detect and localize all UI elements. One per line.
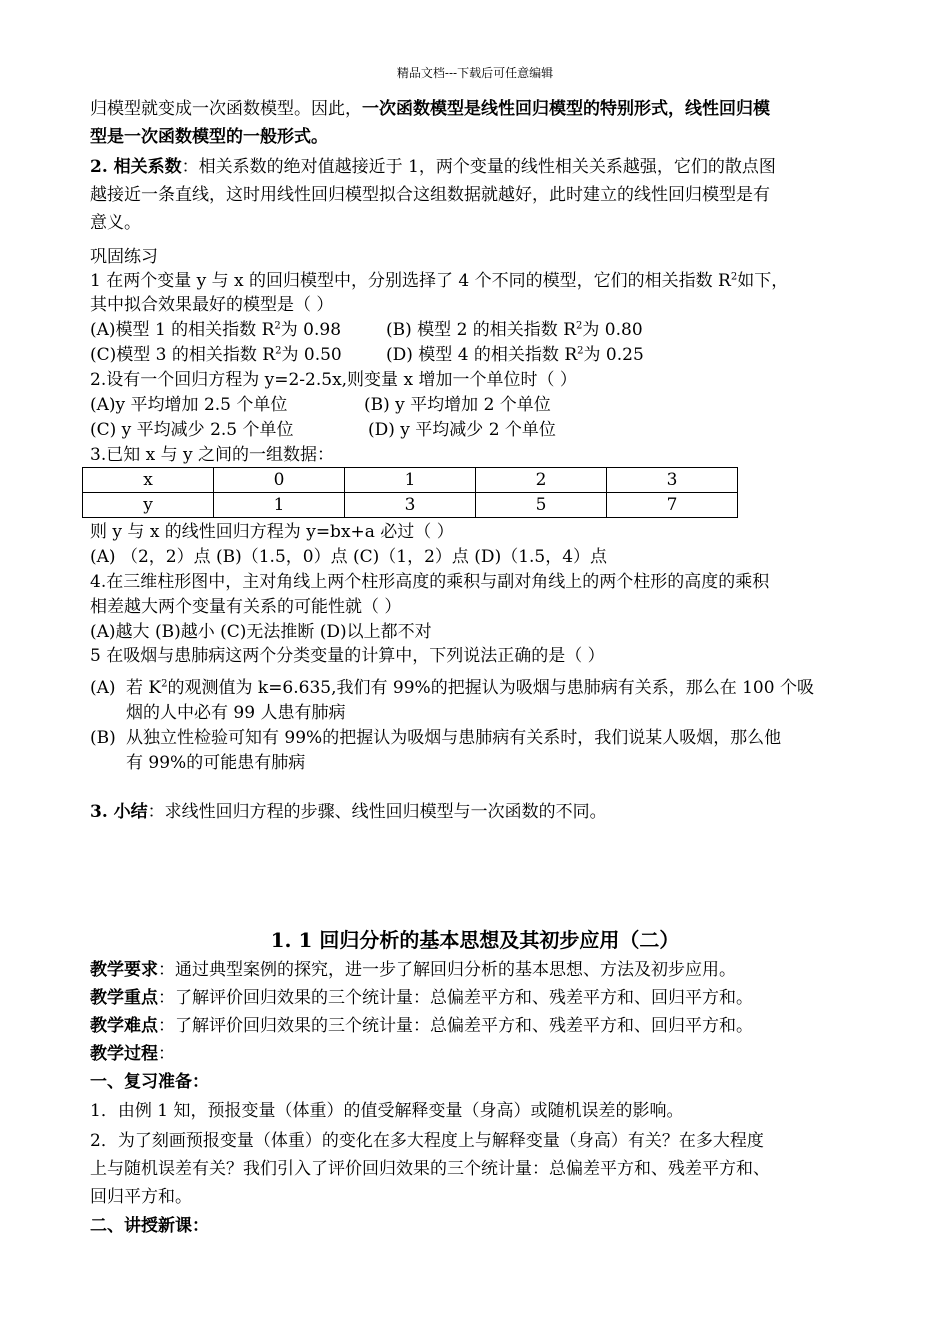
requirements-label: 教学要求 [90,960,158,980]
q2-option-b: (B) y 平均增加 2 个单位 [364,395,551,415]
q1-text: 1 在两个变量 y 与 x 的回归模型中，分别选择了 4 个不同的模型，它们的相关指数 R [90,271,731,291]
q5-option-a-label: (A) [90,678,116,698]
q2-options-ab [90,393,551,417]
table-cell: x [83,468,214,493]
q1-options-ab [90,318,643,342]
table-cell: y [83,493,214,518]
q1-option-a-text: (A)模型 1 的相关指数 R [90,320,275,340]
practice-title: 巩固练习 [90,247,158,267]
q4-line-2: 相差越大两个变量有关系的可能性就（ ） [90,597,402,617]
summary-text: ：求线性回归方程的步骤、线性回归模型与一次函数的不同。 [147,802,607,822]
superscript: 2 [274,320,281,332]
q5-option-b-label: (B) [90,728,116,748]
teaching-difficulties [90,1014,753,1038]
table-cell: 5 [475,493,606,518]
q1-options-cd [90,343,644,367]
summary-label: 3. 小结 [90,802,148,822]
section-2-line-2: 越接近一条直线，这时用线性回归模型拟合这组数据就越好，此时建立的线性回归模型是有 [90,185,770,205]
table-cell: 7 [606,493,737,518]
q3-line: 3.已知 x 与 y 之间的一组数据： [90,445,335,465]
teaching-process [90,1042,175,1066]
q1-option-d-value: 为 0.25 [583,345,644,365]
process-colon: ： [158,1044,175,1064]
table-cell: 3 [344,493,475,518]
q5-line: 5 在吸烟与患肺病这两个分类变量的计算中，下列说法正确的是（ ） [90,646,605,666]
table-row-y [83,493,738,518]
superscript: 2 [275,345,282,357]
review-item-2-line-3: 回归平方和。 [90,1187,192,1207]
q5-option-a-text: 若 K [126,678,162,698]
q5-option-b-line-2: 有 99%的可能患有肺病 [126,753,306,773]
intro-line-2: 型是一次函数模型的一般形式。 [90,127,328,147]
teaching-key-points [90,986,753,1010]
q1-option-d [386,345,644,365]
q2-option-c: (C) y 平均减少 2.5 个单位 [90,420,294,440]
q4-line-1: 4.在三维柱形图中，主对角线上两个柱形高度的乘积与副对角线上的两个柱形的高度的乘积 [90,572,770,592]
q1-text-end: 如下， [737,271,789,291]
section-2-label: 2. 相关系数 [90,157,182,177]
review-item-2-line-1: 2．为了刻画预报变量（体重）的变化在多大程度上与解释变量（身高）有关？在多大程度 [90,1131,764,1151]
q1-option-c-value: 为 0.50 [281,345,342,365]
q4-options: (A)越大 (B)越小 (C)无法推断 (D)以上都不对 [90,622,432,642]
lesson-2-title: 1. 1 回归分析的基本思想及其初步应用（二） [270,928,680,952]
q1-line-1 [90,269,788,293]
q2-option-a: (A)y 平均增加 2.5 个单位 [90,395,288,415]
q1-option-d-text: (D) 模型 4 的相关指数 R [386,345,578,365]
process-label: 教学过程 [90,1044,158,1064]
table-cell: 2 [475,468,606,493]
key-points-text: ：了解评价回归效果的三个统计量：总偏差平方和、残差平方和、回归平方和。 [158,988,753,1008]
key-points-label: 教学重点 [90,988,158,1008]
q1-option-b-value: 为 0.80 [582,320,643,340]
q2-option-d: (D) y 平均减少 2 个单位 [368,420,556,440]
intro-text: 归模型就变成一次函数模型。因此， [90,99,362,119]
q5-option-a-text-cont: 的观测值为 k=6.635,我们有 99%的把握认为吸烟与患肺病有关系，那么在 100 个吸 [167,678,814,698]
table-cell: 1 [344,468,475,493]
table-row-x [83,468,738,493]
section-2-line-1 [90,155,776,179]
summary-line [90,800,607,824]
q5-option-b-line-1: 从独立性检验可知有 99%的把握认为吸烟与患肺病有关系时，我们说某人吸烟，那么他 [126,728,782,748]
q3-options: (A) （2，2）点 (B)（1.5，0）点 (C)（1，2）点 (D)（1.5，4）点 [90,547,608,567]
teaching-requirements [90,958,736,982]
superscript: 2 [577,345,584,357]
q1-line-2: 其中拟合效果最好的模型是（ ） [90,295,334,315]
table-cell: 1 [213,493,344,518]
new-lesson-heading: 二、讲授新课： [90,1216,209,1236]
q1-option-c [90,343,386,367]
q1-option-a [90,318,386,342]
difficulties-label: 教学难点 [90,1016,158,1036]
q2-options-cd [90,418,556,442]
q1-option-c-text: (C)模型 3 的相关指数 R [90,345,276,365]
requirements-text: ：通过典型案例的探究，进一步了解回归分析的基本思想、方法及初步应用。 [158,960,736,980]
q1-option-b-text: (B) 模型 2 的相关指数 R [386,320,576,340]
review-item-1: 1．由例 1 知，预报变量（体重）的值受解释变量（身高）或随机误差的影响。 [90,1101,684,1121]
intro-line-1 [90,97,770,121]
superscript: 2 [161,678,168,690]
q1-option-b [386,320,643,340]
difficulties-text: ：了解评价回归效果的三个统计量：总偏差平方和、残差平方和、回归平方和。 [158,1016,753,1036]
review-item-2-line-2: 上与随机误差有关？我们引入了评价回归效果的三个统计量：总偏差平方和、残差平方和、 [90,1159,770,1179]
superscript: 2 [730,271,738,283]
q5-option-a-line-2: 烟的人中必有 99 人患有肺病 [126,703,346,723]
intro-bold-text: 一次函数模型是线性回归模型的特别形式，线性回归模 [362,99,770,119]
page-header: 精品文档---下载后可任意编辑 [396,66,554,80]
table-cell: 0 [213,468,344,493]
q5-option-a-line-1 [126,676,814,700]
section-2-line-3: 意义。 [90,213,141,233]
q1-option-a-value: 为 0.98 [280,320,342,340]
xy-data-table [82,467,738,518]
q2-line: 2.设有一个回归方程为 y=2-2.5x,则变量 x 增加一个单位时（ ） [90,370,577,390]
q3-ask: 则 y 与 x 的线性回归方程为 y=bx+a 必过（ ） [90,522,454,542]
superscript: 2 [576,320,583,332]
section-2-text: ：相关系数的绝对值越接近于 1，两个变量的线性相关关系越强，它们的散点图 [181,157,776,177]
review-heading: 一、复习准备： [90,1072,209,1092]
table-cell: 3 [606,468,737,493]
